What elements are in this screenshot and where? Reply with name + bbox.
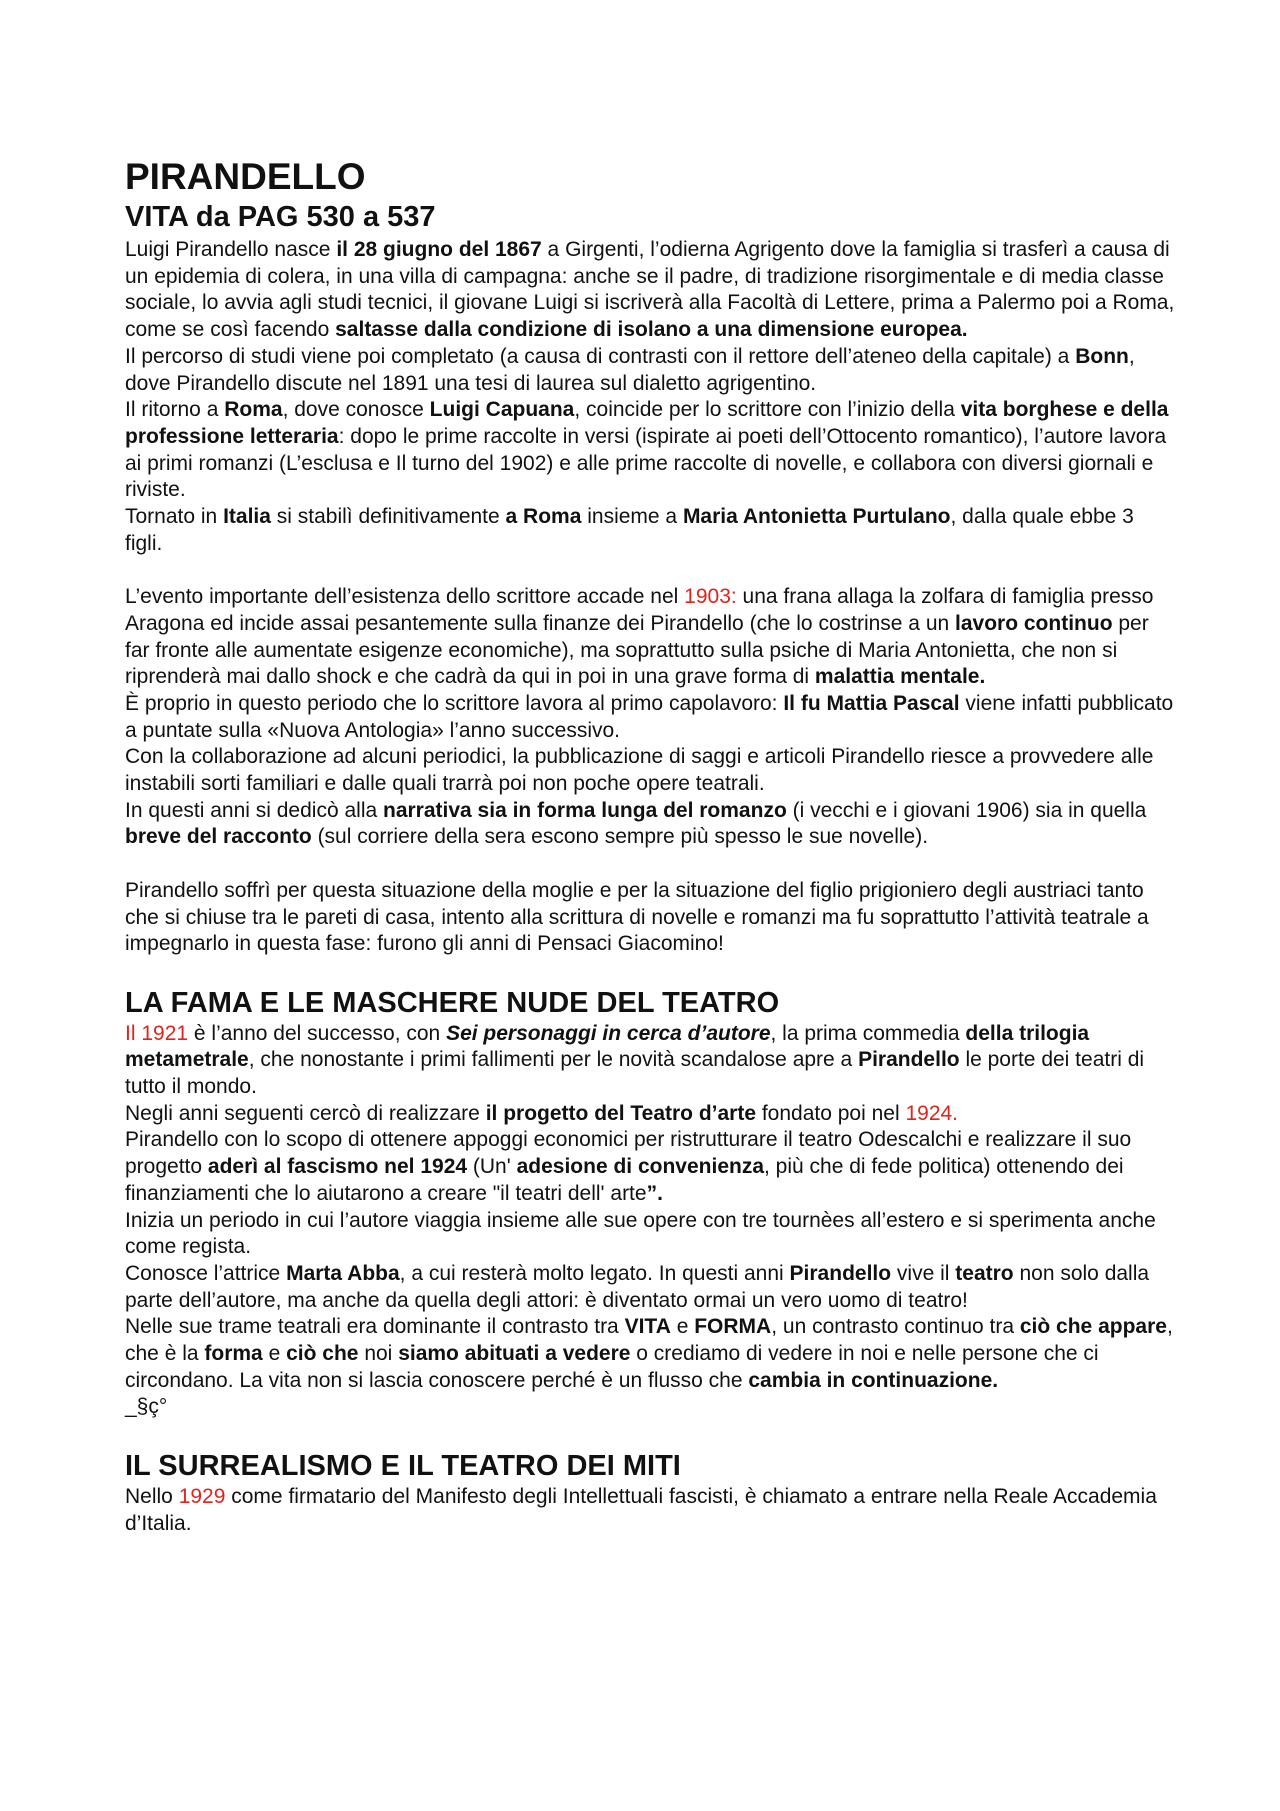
paragraph: [125, 1394, 1175, 1421]
text-run: , che è la: [125, 1315, 1173, 1366]
section-heading-fama: LA FAMA E LE MASCHERE NUDE DEL TEATRO: [125, 986, 780, 1019]
paragraph-spacer: [125, 851, 1175, 878]
text-run: vive il: [891, 1261, 956, 1285]
emphasis-text: FORMA: [694, 1315, 772, 1339]
emphasis-text: Maria Antonietta Purtulano: [682, 505, 951, 529]
text-run: Negli anni seguenti cercò di realizzare: [125, 1101, 486, 1125]
text-run: (sul corriere della sera escono sempre più spesso le sue novelle).: [311, 825, 929, 849]
text-run: L’evento importante dell’esistenza dello scrittore accade nel: [125, 585, 685, 609]
emphasis-text: siamo abituati a vedere: [398, 1342, 631, 1366]
highlight-date: Il 1921: [125, 1021, 189, 1045]
text-run: , a cui resterà molto legato. In questi anni: [399, 1261, 790, 1285]
paragraph: [125, 691, 1175, 744]
emphasis-text: saltasse dalla condizione di isolano a una dimensione europea.: [335, 318, 968, 342]
section-spacer: [125, 958, 1175, 985]
paragraph: [125, 1261, 1175, 1314]
text-run: Nello: [125, 1484, 179, 1508]
emphasis-text: Luigi Capuana: [429, 398, 575, 422]
document-title: PIRANDELLO: [125, 156, 366, 197]
text-run: come firmatario del Manifesto degli Intellettuali fascisti, è chiamato a entrare nella Reale Accademia d’Italia.: [125, 1484, 1157, 1535]
text-run: Il ritorno a: [125, 398, 225, 422]
emphasis-text: a Roma: [505, 505, 582, 529]
text-run: noi: [358, 1342, 399, 1366]
paragraph: [125, 397, 1175, 504]
paragraph: [125, 584, 1175, 691]
highlight-date: 1924.: [905, 1101, 959, 1125]
emphasis-text: Pirandello: [789, 1261, 892, 1285]
text-run: Luigi Pirandello nasce: [125, 238, 337, 261]
text-run: , dalla quale ebbe 3 figli.: [125, 505, 1134, 555]
text-run: _§ç°: [125, 1395, 168, 1419]
text-run: Nelle sue trame teatrali era dominante il contrasto tra: [125, 1315, 625, 1339]
emphasis-text: della trilogia metametrale: [125, 1021, 1090, 1072]
paragraph: [125, 798, 1175, 851]
paragraph: [125, 344, 1175, 397]
emphasis-text: ciò che appare: [1019, 1315, 1167, 1339]
paragraph: [125, 504, 1175, 557]
text-run: (i vecchi e i giovani 1906) sia in quella: [786, 798, 1147, 822]
emphasis-text: cambia in continuazione.: [748, 1368, 999, 1392]
emphasis-text: Sei personaggi in cerca d’autore: [446, 1021, 771, 1045]
text-run: , più che di fede politica) ottenendo dei finanziamenti che lo aiutarono a creare "il teatri dell' arte: [125, 1155, 1124, 1205]
text-run: le porte dei teatri di tutto il mondo.: [125, 1048, 1145, 1099]
text-run: , un contrasto continuo tra: [771, 1315, 1020, 1339]
emphasis-text: malattia mentale.: [814, 665, 986, 689]
emphasis-text: Il fu Mattia Pascal: [783, 691, 960, 715]
section-heading-vita: VITA da PAG 530 a 537: [125, 201, 436, 233]
emphasis-text: Roma: [224, 398, 283, 422]
section-spacer: [125, 1421, 1175, 1448]
text-run: Conosce l’attrice: [125, 1261, 287, 1285]
emphasis-text: Pirandello: [858, 1048, 960, 1072]
emphasis-text: ”.: [646, 1181, 663, 1205]
text-run: È proprio in questo periodo che lo scrittore lavora al primo capolavoro:: [125, 691, 784, 715]
text-run: (Un': [467, 1155, 517, 1179]
emphasis-text: il progetto del Teatro d’arte: [485, 1101, 757, 1125]
emphasis-text: adesione di convenienza: [516, 1155, 764, 1179]
emphasis-text: vita borghese e della professione letteraria: [125, 398, 1169, 448]
text-run: per far fronte alle aumentate esigenze economiche), ma soprattutto sulla psiche di Maria Antonietta, che non si riprenderà mai dallo shock e che cadrà da qui in poi in una grave forma di: [125, 611, 1149, 689]
paragraph: [125, 1484, 1175, 1537]
text-run: è l’anno del successo, con: [188, 1021, 447, 1045]
paragraph: [125, 1314, 1175, 1394]
paragraph: [125, 1101, 1175, 1128]
text-run: , dove Pirandello discute nel 1891 una tesi di laurea sul dialetto agrigentino.: [125, 344, 1135, 395]
text-run: si stabilì definitivamente: [270, 505, 506, 529]
emphasis-text: Marta Abba: [286, 1261, 400, 1285]
text-run: Tornato in: [125, 505, 224, 529]
paragraph: [125, 744, 1175, 797]
highlight-date: 1929: [178, 1484, 226, 1508]
text-run: , che nonostante i primi fallimenti per le novità scandalose apre a: [248, 1048, 859, 1072]
text-run: Pirandello con lo scopo di ottenere appoggi economici per ristrutturare il teatro Odescalchi e realizzare il suo progetto: [125, 1128, 1132, 1179]
emphasis-text: Italia: [223, 505, 271, 529]
text-run: , coincide per lo scrittore con l’inizio della: [574, 398, 961, 422]
text-run: Il percorso di studi viene poi completato (a causa di contrasti con il rettore dell’ateneo della capitale) a: [125, 344, 1076, 368]
text-run: a Girgenti, l’odierna Agrigento dove la famiglia si trasferì a causa di un epidemia di colera, in una villa di campagna: anche se il padre, di tradizione risorgimentale e di media classe sociale, lo avvia agli studi tecnici, il giovane Luigi si iscriverà alla Facoltà di Lettere, prima a Palermo poi a Roma, come se così facendo: [125, 238, 1175, 342]
text-run: insieme a: [581, 505, 683, 529]
text-run: Pirandello soffrì per questa situazione della moglie e per la situazione del figlio prigioniero degli austriaci tanto che si chiuse tra le pareti di casa, intento alla scrittura di novelle e romanzi ma fu soprattutto l’attività teatrale a impegnarlo in questa fase: furono gli anni di Pensaci Giacomino!: [125, 878, 1149, 956]
text-run: Con la collaborazione ad alcuni periodici, la pubblicazione di saggi e articoli Pirandello riesce a provvedere alle instabili sorti familiari e dalle quali trarrà poi non poche opere teatrali.: [125, 745, 1154, 796]
emphasis-text: VITA: [624, 1315, 671, 1339]
emphasis-text: teatro: [955, 1261, 1014, 1285]
emphasis-text: lavoro continuo: [955, 611, 1113, 635]
emphasis-text: ciò che: [286, 1342, 359, 1366]
emphasis-text: Bonn: [1075, 344, 1129, 368]
emphasis-text: aderì al fascismo nel 1924: [207, 1155, 468, 1179]
text-run: In questi anni si dedicò alla: [125, 798, 383, 822]
text-run: , la prima commedia: [770, 1021, 966, 1045]
paragraph: [125, 1208, 1175, 1261]
emphasis-text: narrativa sia in forma lunga del romanzo: [383, 798, 787, 822]
paragraph: [125, 878, 1175, 958]
text-run: viene infatti pubblicato a puntate sulla «Nuova Antologia» l’anno successivo.: [125, 691, 1174, 742]
emphasis-text: forma: [204, 1342, 263, 1366]
paragraph: [125, 1127, 1175, 1207]
emphasis-text: breve del racconto: [125, 825, 312, 849]
document-page: [125, 155, 1175, 1537]
text-run: Inizia un periodo in cui l’autore viaggia insieme alle sue opere con tre tournèes all’estero e si sperimenta anche come regista.: [125, 1208, 1156, 1259]
text-run: e: [670, 1315, 695, 1339]
paragraph-spacer: [125, 557, 1175, 584]
text-run: e: [262, 1342, 287, 1366]
text-run: , dove conosce: [282, 398, 430, 422]
text-run: : dopo le prime raccolte in versi (ispirate ai poeti dell’Ottocento romantico), l’autore lavora ai primi romanzi (L’esclusa e Il turno del 1902) e alle prime raccolte di novelle, e collabora con diversi giornali e riviste.: [125, 424, 1167, 502]
text-run: non solo dalla parte dell’autore, ma anche da quella degli attori: è diventato ormai un vero uomo di teatro!: [125, 1261, 1150, 1312]
text-run: una frana allaga la zolfara di famiglia presso Aragona ed incide assai pesantemente sulla finanze dei Pirandello (che lo costrinse a un: [125, 585, 1154, 635]
highlight-date: 1903:: [684, 585, 737, 609]
text-run: fondato poi nel: [756, 1101, 906, 1125]
section-heading-surrealismo: IL SURREALISMO E IL TEATRO DEI MITI: [125, 1449, 681, 1482]
paragraph: [125, 237, 1175, 344]
emphasis-text: il 28 giugno del 1867: [336, 238, 542, 261]
paragraph: [125, 1021, 1175, 1101]
text-run: o crediamo di vedere in noi e nelle persone che ci circondano. La vita non si lascia conoscere perché è un flusso che: [125, 1342, 1099, 1392]
